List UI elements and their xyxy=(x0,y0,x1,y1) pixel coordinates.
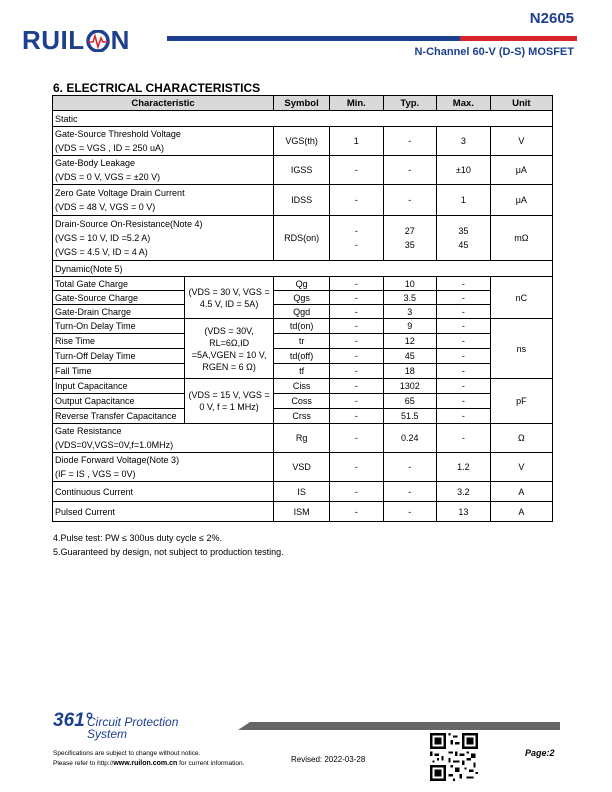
max-cell: - xyxy=(437,409,491,424)
section-title: 6. ELECTRICAL CHARACTERISTICS xyxy=(53,81,261,95)
param-name: Turn-On Delay Time xyxy=(53,319,185,334)
param-name: Input Capacitance xyxy=(53,379,185,394)
min-cell: - xyxy=(330,349,383,364)
symbol-cell: Crss xyxy=(274,409,330,424)
param-condition: (VDS=0V,VGS=0V,f=1.0MHz) xyxy=(55,440,174,450)
unit-cell: Ω xyxy=(490,424,552,453)
symbol-cell: Qg xyxy=(274,277,330,291)
table-row xyxy=(53,334,553,349)
unit-cell: μA xyxy=(490,185,552,216)
max-cell: 3 xyxy=(437,127,491,156)
max-cell xyxy=(437,216,491,261)
param-condition: (VDS = VGS , ID = 250 uA) xyxy=(55,143,165,153)
unit-cell: nC xyxy=(490,277,552,319)
logo-text-left: RUIL xyxy=(22,25,85,55)
typ-value: 35 xyxy=(404,240,415,250)
symbol-cell: tf xyxy=(274,364,330,379)
symbol-cell: IDSS xyxy=(274,185,330,216)
group-row-static xyxy=(53,111,553,127)
param-name: Turn-Off Delay Time xyxy=(53,349,185,364)
typ-cell: 10 xyxy=(383,277,437,291)
symbol-cell: IS xyxy=(274,482,330,502)
disclaimer-line-1: Specifications are subject to change without notice. xyxy=(53,750,201,757)
max-value: 45 xyxy=(458,240,469,250)
typ-cell: - xyxy=(383,185,437,216)
max-cell: - xyxy=(437,364,491,379)
unit-cell: V xyxy=(490,127,552,156)
max-cell: - xyxy=(437,291,491,305)
table-row xyxy=(53,319,553,334)
table-row xyxy=(53,424,553,453)
max-value: 35 xyxy=(458,226,469,236)
max-cell: - xyxy=(437,305,491,319)
min-cell: - xyxy=(330,185,383,216)
param-cell xyxy=(53,156,274,185)
ruilon-logo xyxy=(22,26,130,54)
electrical-characteristics-table xyxy=(52,95,553,522)
symbol-cell: tr xyxy=(274,334,330,349)
max-cell: - xyxy=(437,394,491,409)
table-row xyxy=(53,502,553,522)
max-cell: - xyxy=(437,424,491,453)
param-name: Rise Time xyxy=(53,334,185,349)
max-cell: - xyxy=(437,319,491,334)
brand-line-2: System xyxy=(87,727,128,741)
typ-cell: - xyxy=(383,156,437,185)
param-condition: (VDS = 0 V, VGS = ±20 V) xyxy=(55,172,161,182)
table-row xyxy=(53,364,553,379)
min-value: - xyxy=(354,226,358,236)
min-cell: - xyxy=(330,291,383,305)
table-row xyxy=(53,482,553,502)
logo-text-right: N xyxy=(110,25,130,55)
table-row xyxy=(53,409,553,424)
typ-cell: - xyxy=(383,453,437,482)
logo-wave-icon xyxy=(85,30,111,52)
table-row xyxy=(53,216,553,261)
min-cell: - xyxy=(330,277,383,291)
typ-cell: 51.5 xyxy=(383,409,437,424)
website-link[interactable]: www.ruilon.com.cn xyxy=(113,760,178,767)
symbol-cell: Ciss xyxy=(274,379,330,394)
min-cell: - xyxy=(330,424,383,453)
col-header-min: Min. xyxy=(330,96,383,111)
param-name: Total Gate Charge xyxy=(53,277,185,291)
table-row xyxy=(53,453,553,482)
typ-cell: - xyxy=(383,127,437,156)
symbol-cell: IGSS xyxy=(274,156,330,185)
typ-cell: 3.5 xyxy=(383,291,437,305)
col-header-unit: Unit xyxy=(490,96,552,111)
unit-cell: ns xyxy=(490,319,552,379)
page-number: Page:2 xyxy=(525,748,555,758)
typ-cell: - xyxy=(383,482,437,502)
revised-date: Revised: 2022-03-28 xyxy=(291,755,366,764)
param-name: Continuous Current xyxy=(53,482,274,502)
min-cell: - xyxy=(330,156,383,185)
max-cell: - xyxy=(437,349,491,364)
symbol-cell: td(on) xyxy=(274,319,330,334)
typ-cell: 18 xyxy=(383,364,437,379)
param-name: Drain-Source On-Resistance(Note 4) xyxy=(55,219,203,229)
min-cell xyxy=(330,216,383,261)
param-cell xyxy=(53,424,274,453)
symbol-cell: ISM xyxy=(274,502,330,522)
table-row xyxy=(53,291,553,305)
symbol-cell: Coss xyxy=(274,394,330,409)
min-cell: - xyxy=(330,394,383,409)
max-cell: ±10 xyxy=(437,156,491,185)
typ-cell: 1302 xyxy=(383,379,437,394)
symbol-cell: Qgd xyxy=(274,305,330,319)
footer-bar xyxy=(238,722,560,730)
table-header-row xyxy=(53,96,553,111)
disclaimer-suffix: for current information. xyxy=(177,760,245,767)
disclaimer-prefix: Please refer to http:// xyxy=(53,760,114,767)
param-cell xyxy=(53,216,274,261)
brand-tagline xyxy=(87,716,178,740)
device-subtitle: N-Channel 60-V (D-S) MOSFET xyxy=(414,46,574,58)
param-condition: (VGS = 10 V, ID =5.2 A) xyxy=(55,233,151,243)
typ-value: 27 xyxy=(404,226,415,236)
symbol-cell: VGS(th) xyxy=(274,127,330,156)
typ-cell: 3 xyxy=(383,305,437,319)
group-row-dynamic xyxy=(53,261,553,277)
table-row xyxy=(53,156,553,185)
min-cell: - xyxy=(330,409,383,424)
unit-cell: V xyxy=(490,453,552,482)
param-name: Gate Resistance xyxy=(55,426,122,436)
param-name: Diode Forward Voltage(Note 3) xyxy=(55,455,180,465)
table-row xyxy=(53,305,553,319)
param-condition: (VGS = 4.5 V, ID = 4 A) xyxy=(55,247,148,257)
typ-cell: 65 xyxy=(383,394,437,409)
symbol-cell: td(off) xyxy=(274,349,330,364)
col-header-characteristic: Characteristic xyxy=(53,96,274,111)
param-name: Reverse Transfer Capacitance xyxy=(53,409,185,424)
typ-cell: 0.24 xyxy=(383,424,437,453)
group-label-static: Static xyxy=(53,111,553,127)
param-name: Gate-Body Leakage xyxy=(55,158,136,168)
param-name: Output Capacitance xyxy=(53,394,185,409)
min-value: - xyxy=(354,240,358,250)
note-4: 4.Pulse test: PW ≤ 300us duty cycle ≤ 2%. xyxy=(53,533,222,543)
table-row xyxy=(53,349,553,364)
param-condition: (IF = IS , VGS = 0V) xyxy=(55,469,136,479)
symbol-cell: Qgs xyxy=(274,291,330,305)
min-cell: - xyxy=(330,319,383,334)
col-header-max: Max. xyxy=(437,96,491,111)
param-cell xyxy=(53,185,274,216)
param-condition: (VDS = 48 V, VGS = 0 V) xyxy=(55,202,156,212)
typ-cell: 45 xyxy=(383,349,437,364)
test-condition: (VDS = 15 V, VGS = 0 V, f = 1 MHz) xyxy=(185,379,274,424)
typ-cell xyxy=(383,216,437,261)
qr-code-icon xyxy=(430,733,478,781)
notes xyxy=(53,531,284,559)
min-cell: - xyxy=(330,482,383,502)
max-cell: 1.2 xyxy=(437,453,491,482)
param-name: Zero Gate Voltage Drain Current xyxy=(55,188,185,198)
col-header-symbol: Symbol xyxy=(274,96,330,111)
max-cell: - xyxy=(437,277,491,291)
brand-line-1: Circuit Protection xyxy=(87,715,179,729)
group-label-dynamic: Dynamic(Note 5) xyxy=(53,261,553,277)
header-rule-red xyxy=(460,36,577,41)
part-number: N2605 xyxy=(529,10,574,27)
note-5: 5.Guaranteed by design, not subject to production testing. xyxy=(53,547,284,557)
max-cell: 13 xyxy=(437,502,491,522)
min-cell: - xyxy=(330,453,383,482)
param-name: Pulsed Current xyxy=(53,502,274,522)
min-cell: - xyxy=(330,334,383,349)
brand-361: 361° xyxy=(53,710,93,731)
test-condition: (VDS = 30V, RL=6Ω,ID =5A,VGEN = 10 V, RGEN = 6 Ω) xyxy=(185,319,274,379)
param-name: Fall Time xyxy=(53,364,185,379)
col-header-typ: Typ. xyxy=(383,96,437,111)
table-row xyxy=(53,185,553,216)
param-name: Gate-Source Charge xyxy=(53,291,185,305)
max-cell: - xyxy=(437,334,491,349)
param-name: Gate-Source Threshold Voltage xyxy=(55,129,181,139)
table-row xyxy=(53,277,553,291)
header-rule-blue xyxy=(167,36,460,41)
unit-cell: A xyxy=(490,502,552,522)
param-cell xyxy=(53,127,274,156)
table-row xyxy=(53,127,553,156)
min-cell: - xyxy=(330,379,383,394)
min-cell: - xyxy=(330,502,383,522)
table-row xyxy=(53,379,553,394)
typ-cell: 12 xyxy=(383,334,437,349)
typ-cell: 9 xyxy=(383,319,437,334)
param-cell xyxy=(53,453,274,482)
min-cell: - xyxy=(330,305,383,319)
unit-cell: A xyxy=(490,482,552,502)
symbol-cell: VSD xyxy=(274,453,330,482)
min-cell: 1 xyxy=(330,127,383,156)
symbol-cell: Rg xyxy=(274,424,330,453)
unit-cell: mΩ xyxy=(490,216,552,261)
unit-cell: pF xyxy=(490,379,552,424)
min-cell: - xyxy=(330,364,383,379)
table-row xyxy=(53,394,553,409)
typ-cell: - xyxy=(383,502,437,522)
max-cell: - xyxy=(437,379,491,394)
test-condition: (VDS = 30 V, VGS = 4.5 V, ID = 5A) xyxy=(185,277,274,319)
disclaimer-line-2 xyxy=(53,760,244,767)
symbol-cell: RDS(on) xyxy=(274,216,330,261)
max-cell: 1 xyxy=(437,185,491,216)
max-cell: 3.2 xyxy=(437,482,491,502)
unit-cell: μA xyxy=(490,156,552,185)
param-name: Gate-Drain Charge xyxy=(53,305,185,319)
